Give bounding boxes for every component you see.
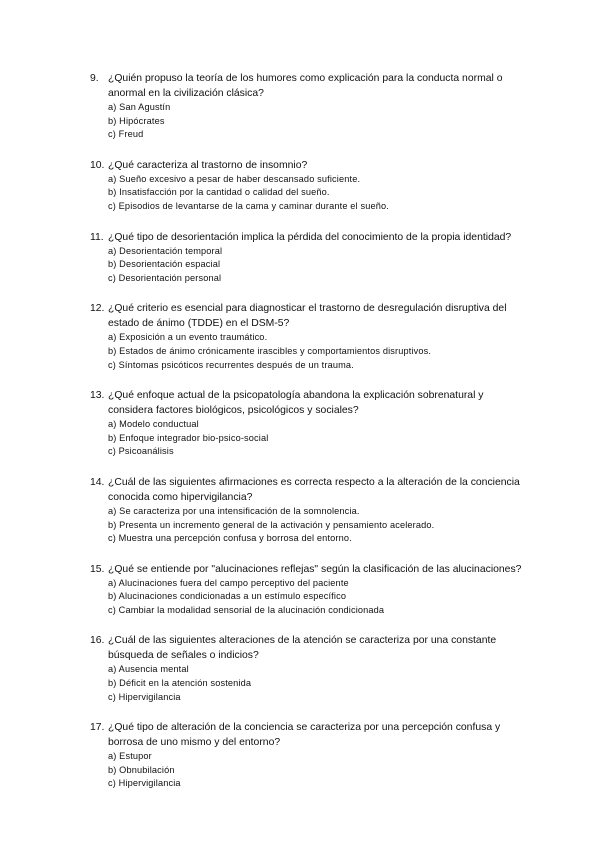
question-12: [90, 301, 530, 372]
option-c: c) Desorientación personal: [108, 272, 222, 283]
question-number: 10.: [90, 159, 105, 171]
option-a: a) San Agustín: [108, 102, 171, 112]
question-number: 17.: [90, 722, 105, 734]
option-c: c) Hipervigilancia: [108, 691, 181, 702]
option-list: [90, 101, 530, 142]
question-text: ¿Qué criterio es esencial para diagnosticar el trastorno de desregulación disruptiva del estado de ánimo (TDDE) en el DSM-5?: [108, 303, 507, 330]
question-text: ¿Qué tipo de alteración de la conciencia se caracteriza por una percepción confusa y borrosa de uno mismo y del entorno?: [108, 722, 501, 749]
option-list: [90, 663, 530, 704]
question-text: ¿Qué se entiende por "alucinaciones reflejas" según la clasificación de las alucinaciones?: [108, 563, 522, 575]
question-14: [90, 475, 530, 546]
option-a: a) Ausencia mental: [108, 664, 189, 675]
question-17: [90, 720, 530, 791]
option-a: a) Exposición a un evento traumático.: [108, 332, 268, 343]
question-number: 12.: [90, 303, 105, 315]
question-15: [90, 562, 530, 618]
question-9: [90, 71, 530, 142]
option-c: c) Episodios de levantarse de la cama y caminar durante el sueño.: [108, 200, 389, 211]
option-a: a) Alucinaciones fuera del campo perceptivo del paciente: [108, 577, 349, 588]
option-b: b) Déficit en la atención sostenida: [108, 678, 252, 689]
option-b: b) Hipócrates: [108, 115, 165, 126]
question-number: 13.: [90, 390, 105, 402]
question-13: [90, 388, 530, 459]
question-10: [90, 158, 530, 214]
option-c: c) Freud: [108, 129, 144, 140]
option-list: [90, 750, 530, 791]
question-text: ¿Qué caracteriza al trastorno de insomnio?: [108, 159, 308, 171]
option-b: b) Insatisfacción por la cantidad o calidad del sueño.: [108, 187, 330, 198]
question-list: [90, 71, 530, 807]
option-list: [90, 245, 530, 286]
option-c: c) Muestra una percepción confusa y borrosa del entorno.: [108, 533, 352, 544]
question-16: [90, 633, 530, 704]
question-text: ¿Cuál de las siguientes alteraciones de la atención se caracteriza por una constante búsqueda de señales o indicios?: [108, 635, 497, 662]
option-list: [90, 418, 530, 459]
option-c: c) Hipervigilancia: [108, 778, 181, 789]
option-list: [90, 331, 530, 372]
question-text: ¿Quién propuso la teoría de los humores como explicación para la conducta normal o anormal en la civilización clásica?: [108, 73, 503, 99]
option-c: c) Síntomas psicóticos recurrentes después de un trauma.: [108, 359, 354, 370]
question-number: 9.: [90, 73, 99, 84]
option-b: b) Estados de ánimo crónicamente irascibles y comportamientos disruptivos.: [108, 345, 432, 356]
question-number: 14.: [90, 476, 105, 488]
question-11: [90, 230, 530, 286]
question-number: 16.: [90, 635, 105, 647]
option-b: b) Enfoque integrador bio-psico-social: [108, 432, 269, 443]
question-text: ¿Cuál de las siguientes afirmaciones es correcta respecto a la alteración de la conciencia conocida como hipervigilancia?: [108, 476, 520, 503]
option-list: [90, 505, 530, 546]
option-c: c) Cambiar la modalidad sensorial de la alucinación condicionada: [108, 604, 385, 615]
option-a: a) Desorientación temporal: [108, 245, 223, 256]
option-list: [90, 173, 530, 214]
option-b: b) Desorientación espacial: [108, 259, 221, 270]
option-a: a) Estupor: [108, 751, 152, 762]
option-a: a) Modelo conductual: [108, 419, 199, 430]
option-list: [90, 577, 530, 618]
question-number: 15.: [90, 563, 105, 575]
question-number: 11.: [90, 231, 104, 243]
option-b: b) Alucinaciones condicionadas a un estímulo específico: [108, 591, 347, 602]
option-b: b) Obnubilación: [108, 764, 175, 775]
option-b: b) Presenta un incremento general de la activación y pensamiento acelerado.: [108, 519, 435, 530]
option-a: a) Se caracteriza por una intensificación de la somnolencia.: [108, 505, 360, 516]
question-text: ¿Qué tipo de desorientación implica la pérdida del conocimiento de la propia identidad?: [108, 231, 512, 243]
option-a: a) Sueño excesivo a pesar de haber descansado suficiente.: [108, 173, 361, 184]
option-c: c) Psicoanálisis: [108, 446, 174, 457]
question-text: ¿Qué enfoque actual de la psicopatología abandona la explicación sobrenatural y considera factores biológicos, psicológicos y sociales?: [108, 390, 484, 417]
